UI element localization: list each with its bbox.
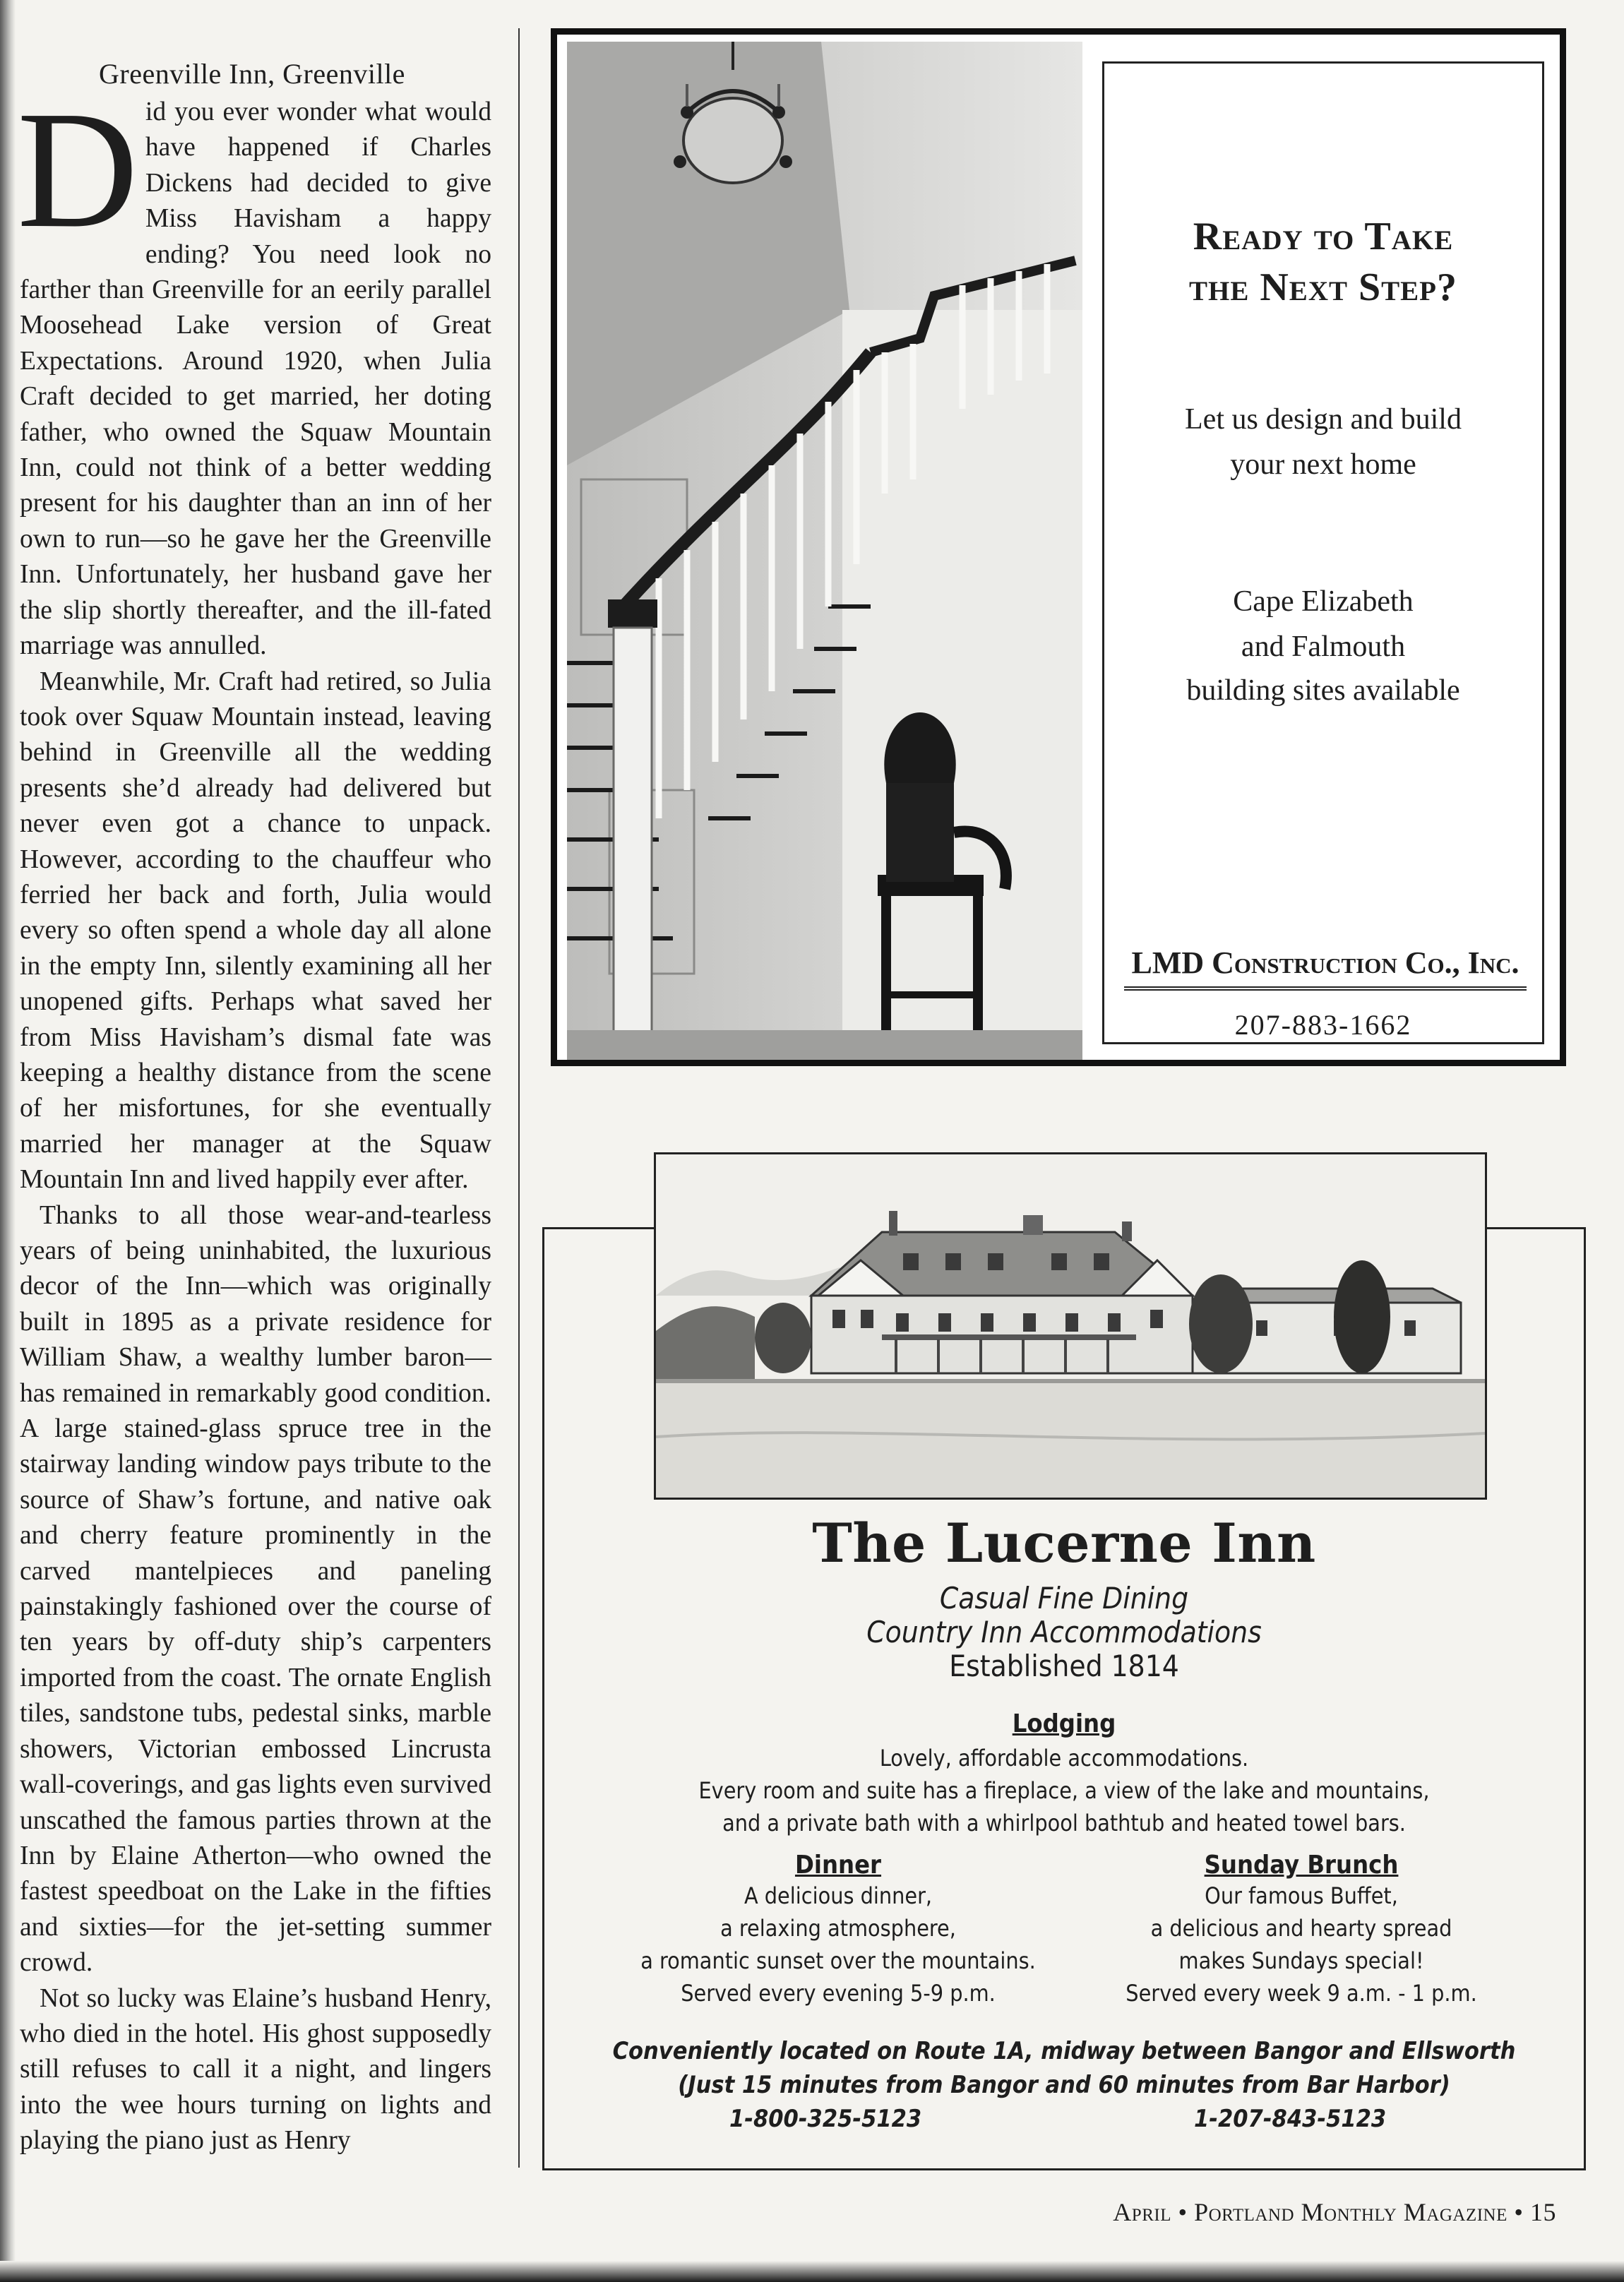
ad-company-name: LMD Construction Co., Inc. <box>1124 945 1527 991</box>
staircase-illustration <box>567 42 1082 1060</box>
article-paragraph-text: id you ever wonder what would have happened if Charles Dickens had decided to give Miss Havisham a happy ending? You need look no farther than Greenville for an eerily parallel Moosehead Lake version of Great Expectations. Around 1920, when Julia Craft decided to get married, her doting father, who owned the Squaw Mountain Inn, could not think of a better wedding present for his daughter than an inn of her own to run—so he gave her the Greenville Inn. Unfortunately, her husband gave her the slip shortly thereafter, and the ill-fated marriage was annulled. <box>20 97 491 661</box>
article-heading: Greenville Inn, Greenville <box>99 58 405 90</box>
ad-sites-line-1: Cape Elizabeth <box>1233 585 1414 618</box>
ad-sites-line-2: and Falmouth <box>1241 631 1406 663</box>
page-gutter-shadow <box>0 0 16 2282</box>
dinner-heading: Dinner <box>794 1851 882 1880</box>
lodging-line: and a private bath with a whirlpool bathtub and heated towel bars. <box>722 1810 1406 1836</box>
dinner-line: a relaxing atmosphere, <box>720 1915 956 1942</box>
page-bottom-edge <box>0 2261 1624 2282</box>
brunch-heading: Sunday Brunch <box>1204 1851 1399 1880</box>
article-paragraph <box>17 77 491 664</box>
inn-tollfree-phone: 1-800-325-5123 <box>729 2105 922 2133</box>
brunch-line: Our famous Buffet, <box>1205 1882 1398 1909</box>
location-line-2: (Just 15 minutes from Bangor and 60 minutes from Bar Harbor) <box>678 2071 1450 2099</box>
location-line-1: Conveniently located on Route 1A, midway between Bangor and Ellsworth <box>612 2037 1516 2065</box>
brunch-line: makes Sundays special! <box>1178 1947 1424 1974</box>
inn-illustration <box>654 1152 1487 1500</box>
ad-headline-line-2: the Next Step? <box>1189 265 1457 309</box>
inn-established: Established 1814 <box>949 1649 1179 1683</box>
lodging-heading: Lodging <box>1012 1709 1116 1738</box>
dinner-section <box>612 1851 1064 2009</box>
article-paragraph: Not so lucky was Elaine’s husband Henry, who died in the hotel. His ghost supposedly still refuses to call it a night, and lingers into the wee hours turning on lights and playing the piano just as Henry <box>20 1983 491 2156</box>
staircase-photo <box>567 42 1082 1060</box>
drop-cap: D <box>17 77 138 263</box>
inn-title: The Lucerne Inn <box>812 1512 1316 1575</box>
lodging-line: Lovely, affordable accommodations. <box>879 1745 1249 1772</box>
inn-local-phone: 1-207-843-5123 <box>1194 2105 1387 2133</box>
article-column <box>17 56 491 2159</box>
ad-sites-line-3: building sites available <box>1186 674 1460 707</box>
inn-building-sketch <box>656 1154 1485 1498</box>
dinner-line: Served every evening 5-9 p.m. <box>681 1980 996 2007</box>
ad-pitch-line-2: your next home <box>1230 448 1416 481</box>
lodging-line: Every room and suite has a fireplace, a view of the lake and mountains, <box>698 1777 1430 1804</box>
dinner-line: A delicious dinner, <box>744 1882 933 1909</box>
dinner-line: a romantic sunset over the mountains. <box>640 1947 1036 1974</box>
page-footer: April • Portland Monthly Magazine • 15 <box>1113 2198 1556 2226</box>
inn-tagline-2: Country Inn Accommodations <box>866 1615 1262 1649</box>
brunch-line: a delicious and hearty spread <box>1150 1915 1452 1942</box>
ad-headline-line-1: Ready to Take <box>1193 215 1454 258</box>
brunch-line: Served every week 9 a.m. - 1 p.m. <box>1126 1980 1477 2007</box>
construction-ad <box>551 28 1566 1066</box>
article-paragraph: Meanwhile, Mr. Craft had retired, so Julia took over Squaw Mountain instead, leaving behind in Greenville all the wedding presents she’d already had delivered but never even got a chance to unpack. However, according to the chauffeur who ferried her back and forth, Julia would every so often spend a whole day all alone in the empty Inn, silently examining all her unopened gifts. Perhaps what saved her from Miss Havisham’s dismal fate was keeping a healthy distance from the scene of her misfortunes, for she eventually married her manager at the Squaw Mountain Inn and lived happily ever after. <box>20 667 491 1195</box>
construction-ad-copy-box <box>1102 61 1544 1044</box>
article-paragraph: Thanks to all those wear-and-tearless years of being uninhabited, the luxurious decor of the Inn—which was originally built in 1895 as a private residence for William Shaw, a wealthy lumber baron—has remained in remarkably good condition. A large stained-glass spruce tree in the stairway landing window pays tribute to the source of Shaw’s fortune, and native oak and cherry feature prominently in the carved mantelpieces and paneling painstakingly fashioned over the course of ten years by off-duty ship’s carpenters imported from the coast. The ornate English tiles, sandstone tubs, pedestal sinks, marble showers, Victorian embossed Lincrusta wall-coverings, and gas lights even survived unscathed the famous parties thrown at the Inn by Elaine Atherton—who owned the fastest speedboat on the Lake in the fifties and sixties—for the jet-setting summer crowd. <box>20 1200 491 1978</box>
inn-tagline-1: Casual Fine Dining <box>939 1581 1189 1615</box>
ad-company-phone: 207-883-1662 <box>1234 1009 1412 1041</box>
column-divider <box>518 28 520 2168</box>
brunch-section <box>1075 1851 1527 2009</box>
ad-pitch-line-1: Let us design and build <box>1185 403 1462 436</box>
